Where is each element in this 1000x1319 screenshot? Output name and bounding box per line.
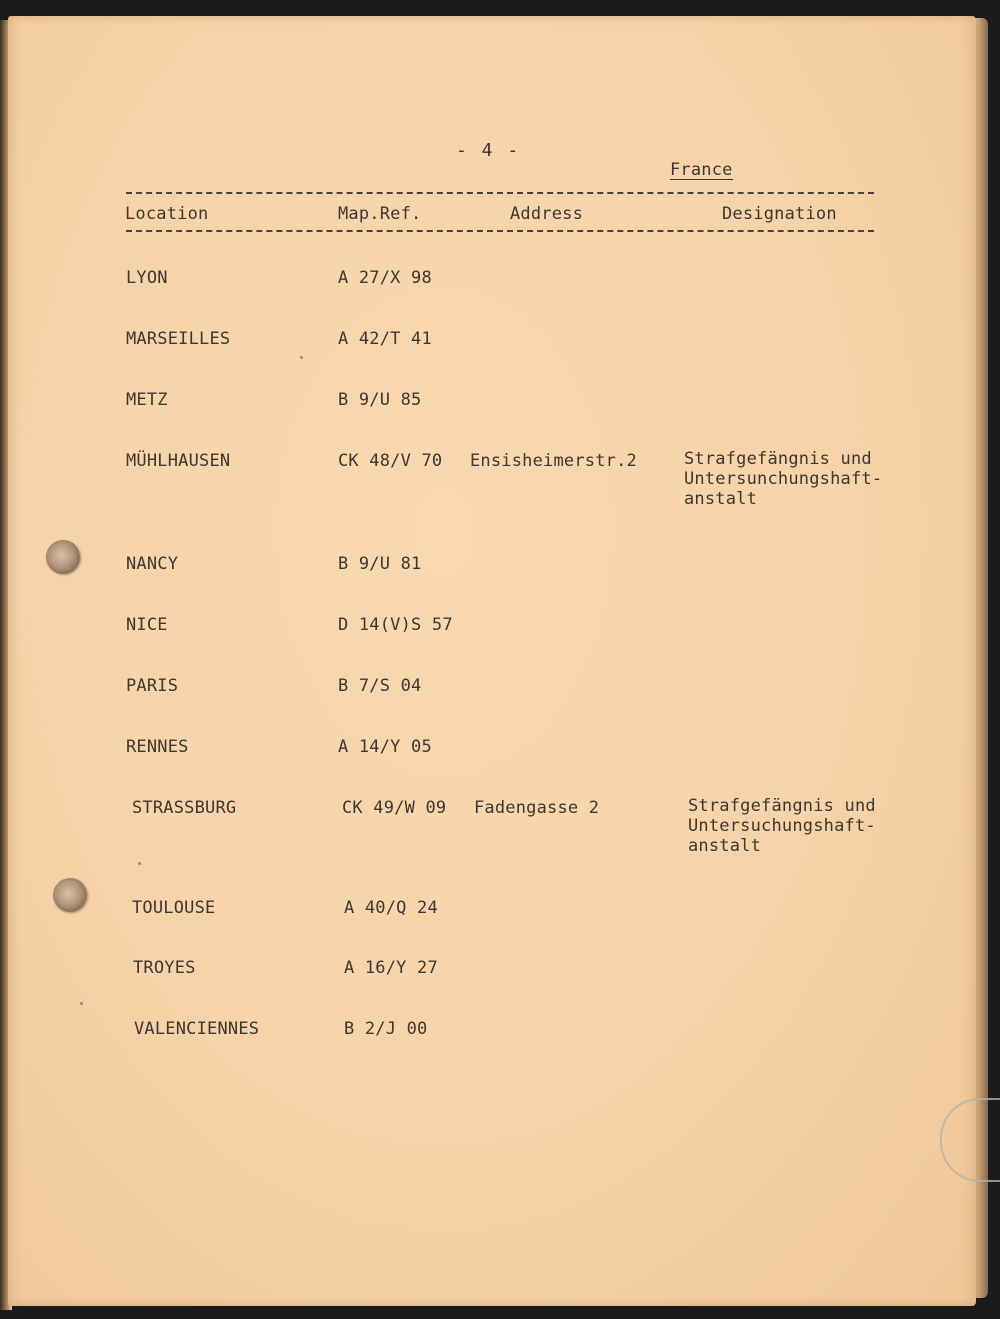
location-cell: MARSEILLES xyxy=(126,329,231,349)
table-row xyxy=(8,898,976,958)
map-ref-cell: A 40/Q 24 xyxy=(344,898,438,918)
location-cell: LYON xyxy=(126,268,168,288)
map-ref-cell: A 16/Y 27 xyxy=(344,958,438,978)
map-ref-cell: A 14/Y 05 xyxy=(338,737,432,757)
table-row xyxy=(8,798,976,858)
map-ref-cell: D 14(V)S 57 xyxy=(338,615,453,635)
punch-hole xyxy=(46,540,80,574)
paper-speck xyxy=(80,1002,83,1005)
location-cell: TOULOUSE xyxy=(132,898,216,918)
table-row xyxy=(8,676,976,736)
table-row xyxy=(8,451,976,511)
designation-cell: Strafgefängnis und Untersunchungshaft- anstalt xyxy=(684,449,883,509)
punch-hole xyxy=(53,878,87,912)
designation-cell: Strafgefängnis und Untersuchungshaft- anstalt xyxy=(688,796,876,856)
column-header-address: Address xyxy=(510,204,584,224)
header-rule-top xyxy=(126,192,874,194)
table-row xyxy=(8,737,976,797)
page-number: - 4 - xyxy=(456,140,521,161)
location-cell: METZ xyxy=(126,390,168,410)
column-header-designation: Designation xyxy=(722,204,837,224)
address-cell: Fadengasse 2 xyxy=(474,798,600,818)
table-row xyxy=(8,615,976,675)
paper-speck xyxy=(138,862,141,865)
map-ref-cell: A 27/X 98 xyxy=(338,268,432,288)
table-row xyxy=(8,1019,976,1079)
location-cell: PARIS xyxy=(126,676,179,696)
table-row xyxy=(8,554,976,614)
paper-speck xyxy=(300,356,303,359)
location-cell: VALENCIENNES xyxy=(134,1019,260,1039)
header-rule-bottom xyxy=(126,230,874,232)
country-heading: France xyxy=(670,160,733,180)
column-header-map-ref: Map.Ref. xyxy=(338,204,422,224)
map-ref-cell: CK 48/V 70 xyxy=(338,451,443,471)
address-cell: Ensisheimerstr.2 xyxy=(470,451,637,471)
table-row xyxy=(8,329,976,389)
map-ref-cell: B 7/S 04 xyxy=(338,676,422,696)
map-ref-cell: CK 49/W 09 xyxy=(342,798,447,818)
map-ref-cell: B 9/U 85 xyxy=(338,390,422,410)
table-row xyxy=(8,390,976,450)
location-cell: STRASSBURG xyxy=(132,798,237,818)
map-ref-cell: A 42/T 41 xyxy=(338,329,432,349)
paper-page xyxy=(8,16,976,1306)
table-row xyxy=(8,268,976,328)
location-cell: TROYES xyxy=(133,958,196,978)
table-row xyxy=(8,958,976,1018)
map-ref-cell: B 9/U 81 xyxy=(338,554,422,574)
location-cell: RENNES xyxy=(126,737,189,757)
column-header-location: Location xyxy=(125,204,209,224)
map-ref-cell: B 2/J 00 xyxy=(344,1019,428,1039)
location-cell: NANCY xyxy=(126,554,179,574)
location-cell: MÜHLHAUSEN xyxy=(126,451,231,471)
location-cell: NICE xyxy=(126,615,168,635)
